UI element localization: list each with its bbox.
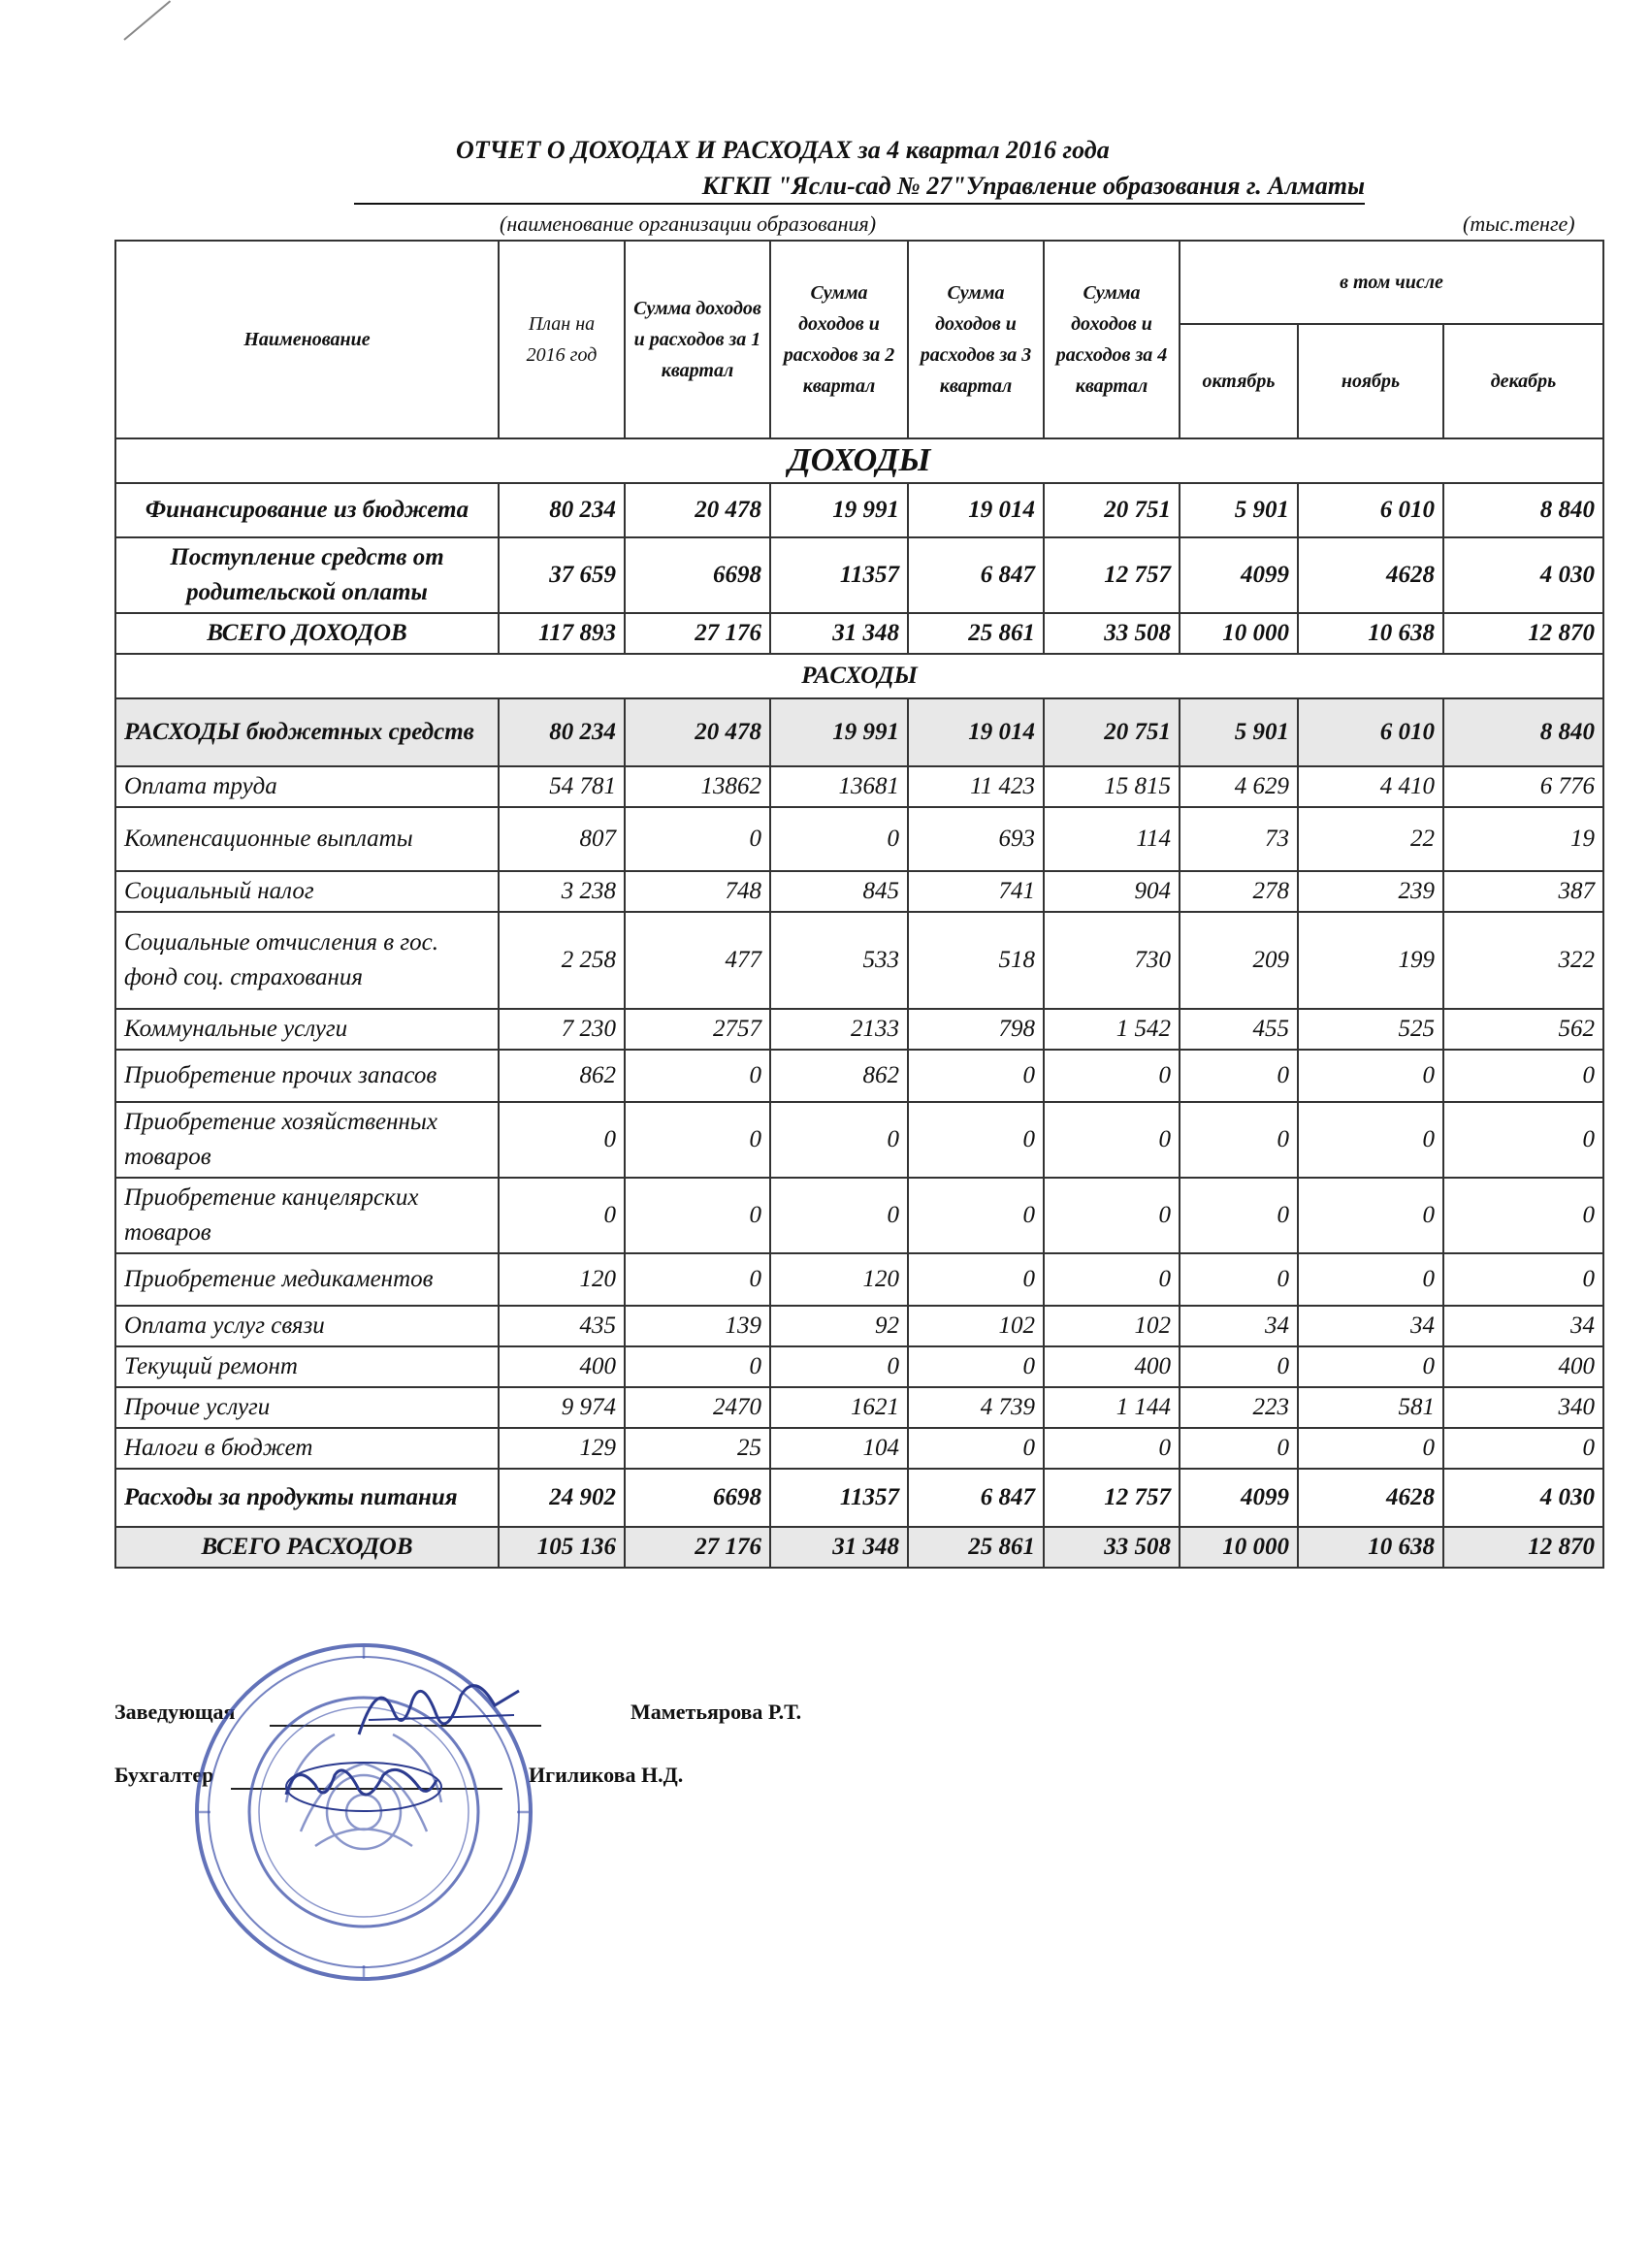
row-value: 435 [499, 1306, 625, 1346]
row-value: 223 [1180, 1387, 1298, 1428]
row-value: 209 [1180, 912, 1298, 1009]
row-label: Приобретение прочих запасов [115, 1050, 499, 1102]
row-value: 387 [1443, 871, 1603, 912]
row-value: 2470 [625, 1387, 770, 1428]
row-value: 0 [770, 1178, 908, 1253]
section-title-expenses: РАСХОДЫ [115, 654, 1603, 698]
row-label: Налоги в бюджет [115, 1428, 499, 1469]
col-header-plan: План на 2016 год [499, 241, 625, 438]
row-value: 0 [1044, 1178, 1180, 1253]
head-signature [340, 1667, 534, 1754]
row-value: 477 [625, 912, 770, 1009]
row-value: 1 542 [1044, 1009, 1180, 1050]
row-value: 862 [770, 1050, 908, 1102]
row-label: Оплата труда [115, 766, 499, 807]
row-value: 0 [1443, 1253, 1603, 1306]
col-header-october: октябрь [1180, 324, 1298, 438]
row-value: 13681 [770, 766, 908, 807]
row-value: 278 [1180, 871, 1298, 912]
food-expenses-row [115, 1469, 1603, 1527]
row-value: 0 [1298, 1346, 1443, 1387]
row-value: 6 010 [1298, 483, 1443, 537]
row-value: 0 [1044, 1253, 1180, 1306]
row-value: 0 [625, 1050, 770, 1102]
row-label: Оплата услуг связи [115, 1306, 499, 1346]
report-table [114, 240, 1604, 1569]
row-value: 0 [1180, 1050, 1298, 1102]
row-value: 518 [908, 912, 1044, 1009]
row-value: 92 [770, 1306, 908, 1346]
row-label: Текущий ремонт [115, 1346, 499, 1387]
income-row [115, 537, 1603, 613]
row-value: 34 [1180, 1306, 1298, 1346]
row-value: 0 [625, 1253, 770, 1306]
row-value: 6698 [625, 1469, 770, 1527]
income-total-row [115, 613, 1603, 654]
row-value: 25 861 [908, 613, 1044, 654]
row-value: 12 870 [1443, 1527, 1603, 1568]
row-value: 4 629 [1180, 766, 1298, 807]
row-value: 20 751 [1044, 483, 1180, 537]
row-value: 0 [625, 1178, 770, 1253]
row-value: 562 [1443, 1009, 1603, 1050]
row-value: 11357 [770, 537, 908, 613]
row-value: 4 739 [908, 1387, 1044, 1428]
row-value: 31 348 [770, 1527, 908, 1568]
row-value: 1 144 [1044, 1387, 1180, 1428]
row-value: 33 508 [1044, 613, 1180, 654]
row-value: 11 423 [908, 766, 1044, 807]
row-value: 0 [1180, 1428, 1298, 1469]
row-label: Коммунальные услуги [115, 1009, 499, 1050]
expense-row [115, 766, 1603, 807]
row-value: 31 348 [770, 613, 908, 654]
row-value: 581 [1298, 1387, 1443, 1428]
row-value: 748 [625, 871, 770, 912]
row-value: 8 840 [1443, 698, 1603, 766]
row-value: 4099 [1180, 537, 1298, 613]
row-value: 12 757 [1044, 537, 1180, 613]
row-value: 114 [1044, 807, 1180, 871]
row-value: 0 [1443, 1178, 1603, 1253]
row-value: 22 [1298, 807, 1443, 871]
row-value: 7 230 [499, 1009, 625, 1050]
row-value: 4628 [1298, 537, 1443, 613]
row-label: Расходы за продукты питания [115, 1469, 499, 1527]
row-value: 27 176 [625, 1527, 770, 1568]
row-value: 25 861 [908, 1527, 1044, 1568]
row-value: 33 508 [1044, 1527, 1180, 1568]
row-value: 9 974 [499, 1387, 625, 1428]
row-value: 4099 [1180, 1469, 1298, 1527]
row-value: 6 010 [1298, 698, 1443, 766]
col-header-q2: Сумма доходов и расходов за 2 квартал [770, 241, 908, 438]
row-value: 102 [908, 1306, 1044, 1346]
units-note: (тыс.тенге) [1463, 211, 1575, 236]
row-value: 102 [1044, 1306, 1180, 1346]
row-label: Приобретение медикаментов [115, 1253, 499, 1306]
row-value: 0 [770, 807, 908, 871]
row-label: Приобретение канцелярских товаров [115, 1178, 499, 1253]
row-value: 34 [1298, 1306, 1443, 1346]
row-value: 0 [499, 1178, 625, 1253]
row-value: 6698 [625, 537, 770, 613]
row-value: 741 [908, 871, 1044, 912]
row-value: 0 [908, 1346, 1044, 1387]
row-value: 10 638 [1298, 613, 1443, 654]
row-value: 904 [1044, 871, 1180, 912]
row-value: 37 659 [499, 537, 625, 613]
row-value: 5 901 [1180, 483, 1298, 537]
expense-row [115, 1306, 1603, 1346]
row-value: 4 030 [1443, 537, 1603, 613]
row-value: 0 [1180, 1102, 1298, 1178]
col-header-december: декабрь [1443, 324, 1603, 438]
row-value: 80 234 [499, 698, 625, 766]
row-value: 34 [1443, 1306, 1603, 1346]
row-value: 10 638 [1298, 1527, 1443, 1568]
row-value: 0 [770, 1346, 908, 1387]
row-value: 117 893 [499, 613, 625, 654]
row-value: 12 870 [1443, 613, 1603, 654]
row-value: 6 776 [1443, 766, 1603, 807]
budget-expenses-row [115, 698, 1603, 766]
section-title-income: ДОХОДЫ [115, 438, 1603, 483]
row-value: 25 [625, 1428, 770, 1469]
col-header-q4: Сумма доходов и расходов за 4 квартал [1044, 241, 1180, 438]
row-value: 0 [1044, 1102, 1180, 1178]
row-value: 24 902 [499, 1469, 625, 1527]
row-value: 10 000 [1180, 613, 1298, 654]
row-value: 533 [770, 912, 908, 1009]
row-value: 0 [908, 1102, 1044, 1178]
row-label: Компенсационные выплаты [115, 807, 499, 871]
row-value: 0 [908, 1428, 1044, 1469]
row-value: 340 [1443, 1387, 1603, 1428]
row-value: 104 [770, 1428, 908, 1469]
row-value: 129 [499, 1428, 625, 1469]
row-value: 19 [1443, 807, 1603, 871]
row-value: 0 [908, 1253, 1044, 1306]
row-label: Прочие услуги [115, 1387, 499, 1428]
accountant-name: Игиликова Н.Д. [529, 1763, 684, 1787]
row-value: 19 991 [770, 483, 908, 537]
row-value: 0 [770, 1102, 908, 1178]
row-value: 6 847 [908, 537, 1044, 613]
row-value: 20 478 [625, 698, 770, 766]
head-role: Заведующая [114, 1700, 236, 1724]
row-value: 5 901 [1180, 698, 1298, 766]
row-value: 0 [1443, 1428, 1603, 1469]
income-row [115, 483, 1603, 537]
row-value: 400 [1044, 1346, 1180, 1387]
row-value: 525 [1298, 1009, 1443, 1050]
row-value: 0 [1443, 1102, 1603, 1178]
row-value: 730 [1044, 912, 1180, 1009]
row-value: 13862 [625, 766, 770, 807]
row-value: 0 [1298, 1253, 1443, 1306]
row-label: РАСХОДЫ бюджетных средств [115, 698, 499, 766]
row-value: 2 258 [499, 912, 625, 1009]
row-value: 19 014 [908, 483, 1044, 537]
row-value: 0 [1180, 1178, 1298, 1253]
expense-row [115, 1346, 1603, 1387]
row-label: ВСЕГО ДОХОДОВ [115, 613, 499, 654]
row-value: 0 [1044, 1428, 1180, 1469]
row-value: 10 000 [1180, 1527, 1298, 1568]
expense-row [115, 871, 1603, 912]
row-value: 199 [1298, 912, 1443, 1009]
row-value: 3 238 [499, 871, 625, 912]
report-title: ОТЧЕТ О ДОХОДАХ И РАСХОДАХ за 4 квартал 2016 года [456, 136, 1110, 164]
row-value: 4 030 [1443, 1469, 1603, 1527]
row-value: 80 234 [499, 483, 625, 537]
expense-row [115, 1009, 1603, 1050]
accountant-role: Бухгалтер [114, 1763, 214, 1787]
row-value: 0 [1180, 1253, 1298, 1306]
row-label: ВСЕГО РАСХОДОВ [115, 1527, 499, 1568]
row-value: 73 [1180, 807, 1298, 871]
col-header-november: ноябрь [1298, 324, 1443, 438]
expenses-total-row [115, 1527, 1603, 1568]
row-value: 105 136 [499, 1527, 625, 1568]
row-label: Финансирование из бюджета [115, 483, 499, 537]
section-row-income [115, 438, 1603, 483]
col-header-including: в том числе [1180, 241, 1603, 324]
row-value: 19 991 [770, 698, 908, 766]
row-value: 400 [1443, 1346, 1603, 1387]
row-value: 0 [1298, 1050, 1443, 1102]
row-value: 6 847 [908, 1469, 1044, 1527]
row-value: 0 [625, 1346, 770, 1387]
expense-row [115, 1428, 1603, 1469]
row-value: 0 [1443, 1050, 1603, 1102]
accountant-signature [272, 1746, 446, 1824]
row-value: 0 [1298, 1428, 1443, 1469]
row-value: 239 [1298, 871, 1443, 912]
row-value: 120 [770, 1253, 908, 1306]
row-value: 0 [625, 807, 770, 871]
row-value: 322 [1443, 912, 1603, 1009]
row-value: 798 [908, 1009, 1044, 1050]
row-label: Социальный налог [115, 871, 499, 912]
row-value: 0 [908, 1178, 1044, 1253]
row-value: 807 [499, 807, 625, 871]
row-value: 0 [625, 1102, 770, 1178]
row-value: 400 [499, 1346, 625, 1387]
expense-row [115, 1178, 1603, 1253]
row-value: 4628 [1298, 1469, 1443, 1527]
row-value: 0 [1044, 1050, 1180, 1102]
report-body [115, 438, 1603, 1568]
row-value: 455 [1180, 1009, 1298, 1050]
row-value: 1621 [770, 1387, 908, 1428]
row-value: 8 840 [1443, 483, 1603, 537]
head-name: Маметьярова Р.Т. [630, 1700, 802, 1724]
organization-note: (наименование организации образования) [500, 211, 877, 236]
row-value: 20 478 [625, 483, 770, 537]
row-label: Социальные отчисления в гос. фонд соц. страхования [115, 912, 499, 1009]
row-value: 4 410 [1298, 766, 1443, 807]
expense-row [115, 1387, 1603, 1428]
row-value: 19 014 [908, 698, 1044, 766]
row-label: Приобретение хозяйственных товаров [115, 1102, 499, 1178]
row-value: 12 757 [1044, 1469, 1180, 1527]
row-value: 27 176 [625, 613, 770, 654]
row-value: 0 [499, 1102, 625, 1178]
section-row-expenses [115, 654, 1603, 698]
corner-pencil-mark [123, 0, 171, 40]
row-value: 862 [499, 1050, 625, 1102]
col-header-q1: Сумма доходов и расходов за 1 квартал [625, 241, 770, 438]
row-value: 0 [908, 1050, 1044, 1102]
row-value: 20 751 [1044, 698, 1180, 766]
row-value: 120 [499, 1253, 625, 1306]
row-value: 0 [1298, 1178, 1443, 1253]
expense-row [115, 1102, 1603, 1178]
row-value: 0 [1298, 1102, 1443, 1178]
row-value: 845 [770, 871, 908, 912]
expense-row [115, 807, 1603, 871]
row-value: 11357 [770, 1469, 908, 1527]
row-value: 139 [625, 1306, 770, 1346]
expense-row [115, 1253, 1603, 1306]
row-value: 693 [908, 807, 1044, 871]
row-value: 0 [1180, 1346, 1298, 1387]
row-label: Поступление средств от родительской оплаты [115, 537, 499, 613]
expense-row [115, 912, 1603, 1009]
row-value: 54 781 [499, 766, 625, 807]
row-value: 15 815 [1044, 766, 1180, 807]
organization-name: КГКП "Ясли-сад № 27"Управление образования г. Алматы [354, 172, 1365, 205]
row-value: 2757 [625, 1009, 770, 1050]
row-value: 2133 [770, 1009, 908, 1050]
col-header-name: Наименование [115, 241, 499, 438]
expense-row [115, 1050, 1603, 1102]
col-header-q3: Сумма доходов и расходов за 3 квартал [908, 241, 1044, 438]
